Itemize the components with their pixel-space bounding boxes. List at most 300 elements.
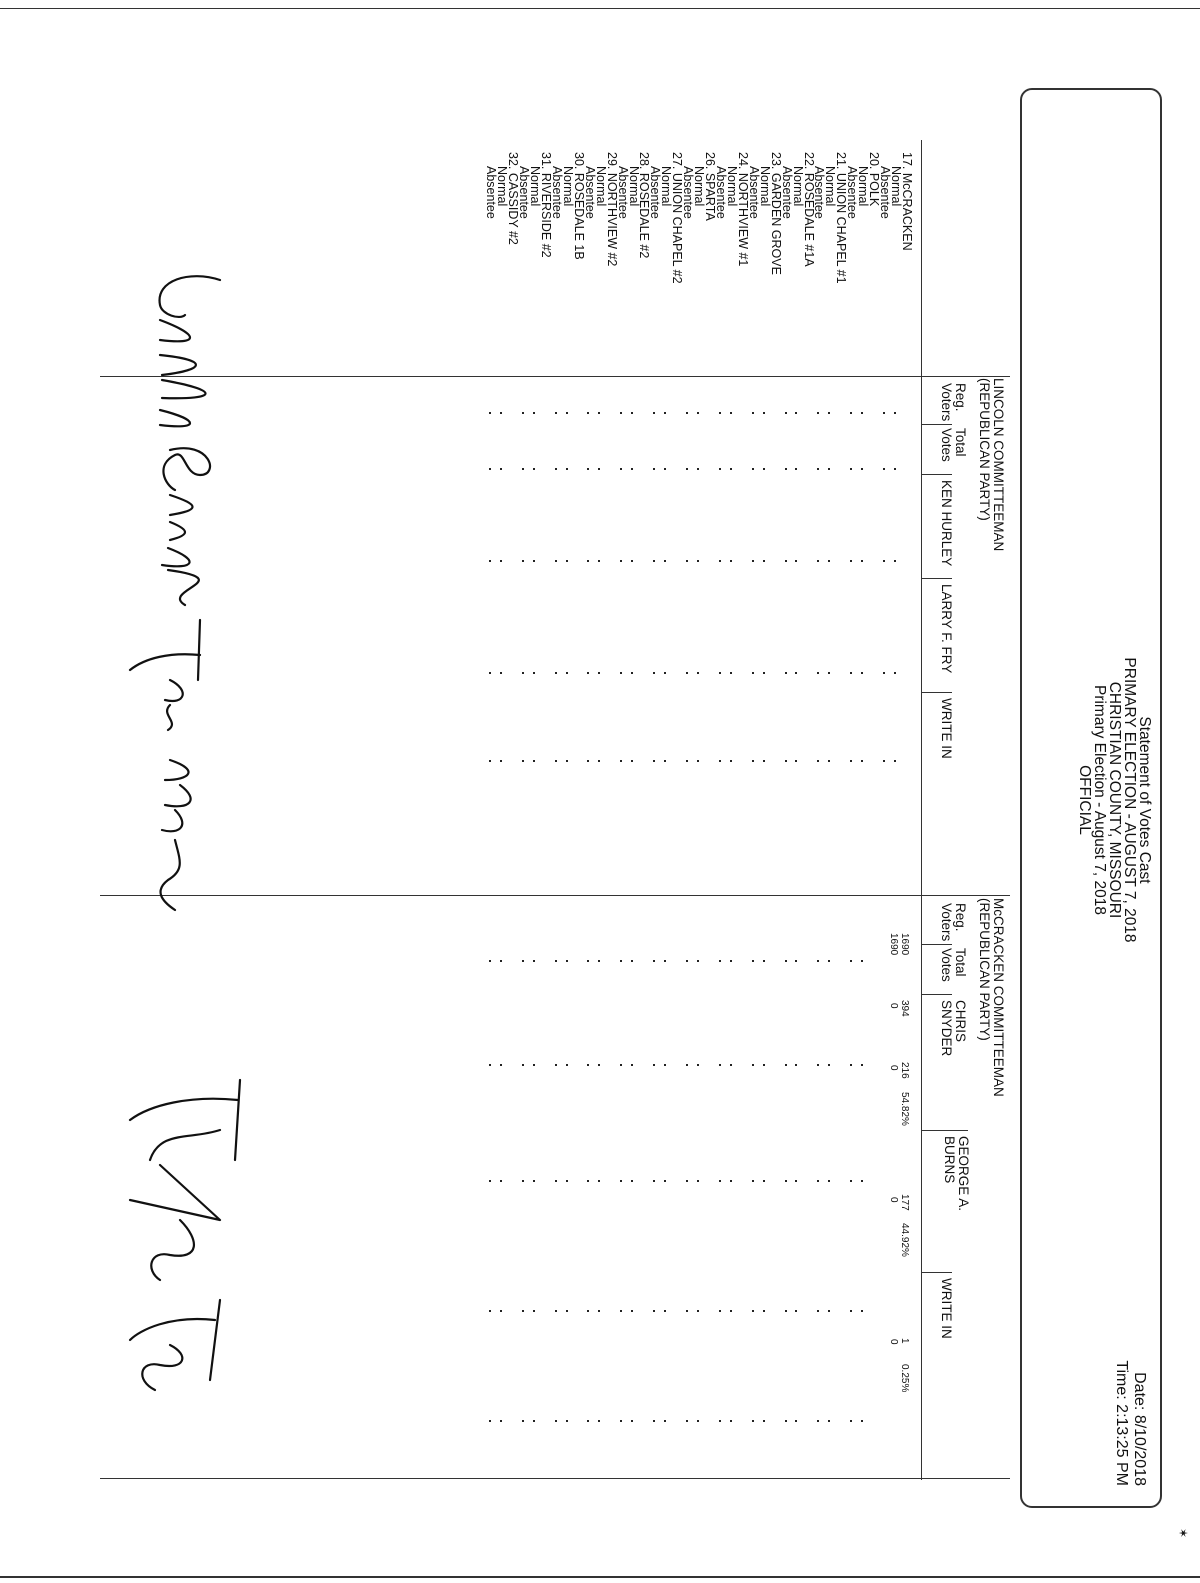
empty-value-dot [850, 1420, 852, 1422]
race-title-mccracken [977, 898, 1005, 1097]
empty-value-dot [796, 960, 798, 962]
empty-value-dot [763, 1180, 765, 1182]
precinct-subrow-label: Absentee [746, 166, 761, 219]
empty-value-dot [653, 1064, 655, 1066]
scan-mark: ✶ [1176, 1528, 1190, 1539]
precinct-name: 24. NORTHVIEW #1 [735, 152, 750, 267]
empty-value-dot [861, 1310, 863, 1312]
race-name: LINCOLN COMMITTEEMAN [991, 378, 1006, 552]
precinct-subrow-label: Normal [692, 166, 707, 207]
empty-value-dot [631, 1180, 633, 1182]
empty-value-dot [763, 760, 765, 762]
empty-value-dot [631, 760, 633, 762]
empty-value-dot [719, 672, 721, 674]
empty-value-dot [861, 1180, 863, 1182]
empty-value-dot [796, 1420, 798, 1422]
empty-value-dot [664, 1420, 666, 1422]
empty-value-dot [817, 468, 819, 470]
empty-value-dot [522, 560, 524, 562]
empty-value-dot [664, 1310, 666, 1312]
empty-value-dot [894, 468, 896, 470]
mccracken-normal-george-burns-pct: 44.92% [899, 1223, 910, 1257]
empty-value-dot [489, 672, 491, 674]
empty-value-dot [598, 1064, 600, 1066]
empty-value-dot [566, 760, 568, 762]
precinct-subrow-label: Normal [659, 166, 674, 207]
empty-value-dot [631, 960, 633, 962]
col-header-total-votes: Total Votes [939, 428, 968, 462]
empty-value-dot [587, 412, 589, 414]
empty-value-dot [752, 1064, 754, 1066]
empty-value-dot [730, 960, 732, 962]
empty-value-dot [828, 1310, 830, 1312]
header-separator [922, 944, 952, 945]
empty-value-dot [828, 412, 830, 414]
empty-value-dot [796, 760, 798, 762]
empty-value-dot [587, 960, 589, 962]
empty-value-dot [894, 412, 896, 414]
report-date-block [1112, 1360, 1148, 1486]
precinct-subrow-label: Normal [856, 166, 871, 207]
empty-value-dot [785, 760, 787, 762]
empty-value-dot [500, 672, 502, 674]
empty-value-dot [566, 1310, 568, 1312]
mccracken-normal-write-in-pct: 0.25% [899, 1364, 910, 1393]
empty-value-dot [752, 1180, 754, 1182]
empty-value-dot [828, 1180, 830, 1182]
report-header-box [1020, 88, 1162, 1508]
empty-value-dot [598, 412, 600, 414]
empty-value-dot [664, 412, 666, 414]
precinct-name: 27. UNION CHAPEL #2 [670, 152, 685, 284]
empty-value-dot [631, 1064, 633, 1066]
empty-value-dot [730, 672, 732, 674]
empty-value-dot [522, 960, 524, 962]
empty-value-dot [828, 672, 830, 674]
header-separator [922, 692, 952, 693]
empty-value-dot [566, 672, 568, 674]
empty-value-dot [861, 1420, 863, 1422]
precinct-subrow-label: Absentee [681, 166, 696, 219]
empty-value-dot [796, 1310, 798, 1312]
empty-value-dot [828, 960, 830, 962]
empty-value-dot [631, 672, 633, 674]
empty-value-dot [587, 1180, 589, 1182]
empty-value-dot [500, 1180, 502, 1182]
empty-value-dot [730, 760, 732, 762]
empty-value-dot [653, 760, 655, 762]
empty-value-dot [861, 560, 863, 562]
empty-value-dot [598, 560, 600, 562]
precinct-name: 32. CASSIDY #2 [506, 152, 521, 245]
empty-value-dot [555, 468, 557, 470]
empty-value-dot [500, 1420, 502, 1422]
header-separator [922, 424, 952, 425]
empty-value-dot [796, 1064, 798, 1066]
empty-value-dot [785, 960, 787, 962]
empty-value-dot [533, 760, 535, 762]
empty-value-dot [500, 1310, 502, 1312]
precinct-name: 23. GARDEN GROVE [768, 152, 783, 275]
empty-value-dot [719, 468, 721, 470]
empty-value-dot [719, 560, 721, 562]
empty-value-dot [796, 560, 798, 562]
empty-value-dot [664, 1064, 666, 1066]
empty-value-dot [697, 1310, 699, 1312]
precinct-subrow-label: Normal [757, 166, 772, 207]
empty-value-dot [697, 412, 699, 414]
empty-value-dot [763, 468, 765, 470]
empty-value-dot [631, 1420, 633, 1422]
precinct-subrow-label: Absentee [812, 166, 827, 219]
empty-value-dot [796, 468, 798, 470]
empty-value-dot [598, 760, 600, 762]
empty-value-dot [850, 1064, 852, 1066]
empty-value-dot [500, 560, 502, 562]
empty-value-dot [796, 672, 798, 674]
empty-value-dot [533, 960, 535, 962]
empty-value-dot [555, 960, 557, 962]
header-separator [922, 474, 952, 475]
empty-value-dot [653, 468, 655, 470]
empty-value-dot [620, 1064, 622, 1066]
empty-value-dot [719, 1064, 721, 1066]
empty-value-dot [719, 1180, 721, 1182]
empty-value-dot [566, 1064, 568, 1066]
empty-value-dot [631, 468, 633, 470]
empty-value-dot [894, 760, 896, 762]
empty-value-dot [850, 1310, 852, 1312]
empty-value-dot [489, 1420, 491, 1422]
empty-value-dot [817, 560, 819, 562]
empty-value-dot [500, 960, 502, 962]
precinct-name: 29. NORTHVIEW #2 [604, 152, 619, 267]
empty-value-dot [686, 1180, 688, 1182]
empty-value-dot [587, 1420, 589, 1422]
precinct-subrow-label: Normal [593, 166, 608, 207]
empty-value-dot [883, 760, 885, 762]
race-party: (REPUBLICAN PARTY) [977, 898, 992, 1041]
mccracken-normal-chris-snyder-pct: 54.82% [899, 1092, 910, 1126]
empty-value-dot [555, 672, 557, 674]
empty-value-dot [828, 1064, 830, 1066]
empty-value-dot [763, 672, 765, 674]
empty-value-dot [796, 412, 798, 414]
empty-value-dot [533, 560, 535, 562]
precinct-subrow-label: Absentee [648, 166, 663, 219]
header-separator [922, 1130, 968, 1131]
empty-value-dot [697, 672, 699, 674]
empty-value-dot [785, 560, 787, 562]
empty-value-dot [763, 560, 765, 562]
mccracken-normal-chris-snyder: 216 [899, 1062, 910, 1079]
empty-value-dot [522, 1420, 524, 1422]
empty-value-dot [730, 1310, 732, 1312]
precinct-subrow-label: Normal [560, 166, 575, 207]
mccracken-absentee-total-votes: 0 [888, 1003, 899, 1009]
empty-value-dot [763, 412, 765, 414]
precinct-subrow-label: Normal [823, 166, 838, 207]
empty-value-dot [566, 1420, 568, 1422]
empty-value-dot [686, 560, 688, 562]
empty-value-dot [587, 1310, 589, 1312]
precinct-name: 21. UNION CHAPEL #1 [834, 152, 849, 284]
empty-value-dot [883, 672, 885, 674]
empty-value-dot [785, 468, 787, 470]
header-separator [922, 578, 952, 579]
col-header-george-burns: GEORGE A. BURNS [942, 1136, 971, 1212]
empty-value-dot [598, 960, 600, 962]
header-underline [921, 140, 922, 1480]
empty-value-dot [533, 672, 535, 674]
empty-value-dot [555, 412, 557, 414]
report-title-line: PRIMARY ELECTION - AUGUST 7, 2018 [1121, 657, 1138, 943]
empty-value-dot [850, 760, 852, 762]
empty-value-dot [522, 468, 524, 470]
precinct-subrow-label: Absentee [878, 166, 893, 219]
empty-value-dot [555, 560, 557, 562]
empty-value-dot [719, 412, 721, 414]
empty-value-dot [686, 1310, 688, 1312]
empty-value-dot [631, 412, 633, 414]
empty-value-dot [631, 1310, 633, 1312]
empty-value-dot [686, 412, 688, 414]
empty-value-dot [785, 1420, 787, 1422]
mccracken-absentee-chris-snyder: 0 [888, 1065, 899, 1071]
empty-value-dot [555, 760, 557, 762]
report-title-line: Statement of Votes Cast [1136, 716, 1153, 884]
empty-value-dot [686, 960, 688, 962]
precinct-subrow-label: Normal [495, 166, 510, 207]
empty-value-dot [620, 412, 622, 414]
empty-value-dot [566, 412, 568, 414]
empty-value-dot [555, 1064, 557, 1066]
empty-value-dot [500, 1064, 502, 1066]
empty-value-dot [697, 1064, 699, 1066]
empty-value-dot [489, 1310, 491, 1312]
empty-value-dot [664, 560, 666, 562]
empty-value-dot [489, 468, 491, 470]
empty-value-dot [719, 960, 721, 962]
empty-value-dot [598, 1420, 600, 1422]
precinct-name: 26. SPARTA [703, 152, 718, 221]
empty-value-dot [697, 560, 699, 562]
empty-value-dot [664, 468, 666, 470]
empty-value-dot [828, 468, 830, 470]
empty-value-dot [730, 1064, 732, 1066]
empty-value-dot [752, 1310, 754, 1312]
race-party: (REPUBLICAN PARTY) [977, 378, 992, 521]
empty-value-dot [850, 1180, 852, 1182]
col-header-write-in: WRITE IN [939, 1278, 954, 1339]
empty-value-dot [828, 1420, 830, 1422]
empty-value-dot [566, 468, 568, 470]
empty-value-dot [850, 468, 852, 470]
col-header-reg-voters: Reg. Voters [939, 903, 968, 942]
empty-value-dot [522, 1064, 524, 1066]
col-header-reg-voters: Reg. Voters [939, 383, 968, 422]
empty-value-dot [489, 412, 491, 414]
report-title-line: Primary Election - August 7, 2018 [1091, 684, 1108, 916]
precinct-subrow-label: Absentee [779, 166, 794, 219]
empty-value-dot [500, 412, 502, 414]
empty-value-dot [763, 1064, 765, 1066]
empty-value-dot [653, 1420, 655, 1422]
empty-value-dot [489, 1064, 491, 1066]
empty-value-dot [566, 1180, 568, 1182]
empty-value-dot [522, 672, 524, 674]
empty-value-dot [730, 1180, 732, 1182]
report-time: Time: 2:13:25 PM [1113, 1360, 1130, 1486]
precinct-subrow-label: Absentee [615, 166, 630, 219]
empty-value-dot [752, 412, 754, 414]
header-separator [922, 994, 952, 995]
empty-value-dot [730, 1420, 732, 1422]
empty-value-dot [620, 672, 622, 674]
empty-value-dot [664, 760, 666, 762]
empty-value-dot [752, 1420, 754, 1422]
empty-value-dot [796, 1180, 798, 1182]
precinct-name: 31. RIVERSIDE #2 [539, 152, 554, 258]
empty-value-dot [598, 672, 600, 674]
empty-value-dot [697, 760, 699, 762]
empty-value-dot [894, 560, 896, 562]
empty-value-dot [752, 560, 754, 562]
empty-value-dot [620, 960, 622, 962]
empty-value-dot [850, 960, 852, 962]
empty-value-dot [850, 560, 852, 562]
precinct-subrow-label: Absentee [845, 166, 860, 219]
empty-value-dot [828, 560, 830, 562]
empty-value-dot [686, 760, 688, 762]
empty-value-dot [697, 960, 699, 962]
mccracken-normal-write-in: 1 [899, 1338, 910, 1344]
empty-value-dot [653, 412, 655, 414]
precinct-subrow-label: Normal [790, 166, 805, 207]
empty-value-dot [489, 1180, 491, 1182]
section-divider-end [100, 1478, 1010, 1479]
mccracken-normal-total-votes: 394 [899, 1000, 910, 1017]
empty-value-dot [631, 560, 633, 562]
empty-value-dot [785, 672, 787, 674]
empty-value-dot [817, 412, 819, 414]
empty-value-dot [653, 672, 655, 674]
empty-value-dot [883, 412, 885, 414]
empty-value-dot [686, 1420, 688, 1422]
empty-value-dot [752, 672, 754, 674]
empty-value-dot [752, 960, 754, 962]
precinct-subrow-label: Absentee [517, 166, 532, 219]
empty-value-dot [817, 1064, 819, 1066]
report-title-block [1077, 560, 1152, 1040]
empty-value-dot [587, 468, 589, 470]
mccracken-normal-george-burns: 177 [899, 1194, 910, 1211]
official-signatures [100, 260, 280, 1400]
empty-value-dot [785, 1064, 787, 1066]
empty-value-dot [598, 1180, 600, 1182]
empty-value-dot [730, 560, 732, 562]
empty-value-dot [555, 1180, 557, 1182]
empty-value-dot [817, 1420, 819, 1422]
empty-value-dot [861, 760, 863, 762]
col-header-write-in: WRITE IN [939, 698, 954, 759]
empty-value-dot [861, 1064, 863, 1066]
mccracken-normal-reg-voters: 1690 [899, 933, 910, 956]
col-header-chris-snyder: CHRIS SNYDER [939, 1000, 968, 1057]
report-title-line: CHRISTIAN COUNTY, MISSOURI [1106, 681, 1123, 919]
empty-value-dot [620, 1180, 622, 1182]
empty-value-dot [686, 672, 688, 674]
col-header-total-votes: Total Votes [939, 948, 968, 982]
empty-value-dot [522, 1180, 524, 1182]
col-header-ken-hurley: KEN HURLEY [939, 480, 954, 567]
empty-value-dot [587, 1064, 589, 1066]
empty-value-dot [522, 760, 524, 762]
precinct-name: 30. ROSEDALE 1B [571, 152, 586, 260]
empty-value-dot [587, 560, 589, 562]
precinct-subrow-label: Absentee [714, 166, 729, 219]
empty-value-dot [598, 468, 600, 470]
precinct-name: 28. ROSEDALE #2 [637, 152, 652, 259]
precinct-subrow-label: Absentee [484, 166, 499, 219]
race-name: McCRACKEN COMMITTEEMAN [991, 898, 1006, 1097]
precinct-name: 17. McCRACKEN [900, 152, 914, 251]
race-title-lincoln [977, 378, 1005, 551]
empty-value-dot [620, 760, 622, 762]
empty-value-dot [730, 468, 732, 470]
mccracken-absentee-george-burns: 0 [888, 1197, 899, 1203]
empty-value-dot [817, 1180, 819, 1182]
empty-value-dot [533, 412, 535, 414]
empty-value-dot [828, 760, 830, 762]
empty-value-dot [763, 1420, 765, 1422]
empty-value-dot [533, 1310, 535, 1312]
precinct-list [485, 152, 912, 284]
header-separator [922, 1272, 952, 1273]
empty-value-dot [817, 1310, 819, 1312]
empty-value-dot [522, 1310, 524, 1312]
empty-value-dot [620, 1420, 622, 1422]
empty-value-dot [620, 468, 622, 470]
empty-value-dot [500, 468, 502, 470]
empty-value-dot [861, 672, 863, 674]
col-header-larry-fry: LARRY F. FRY [939, 584, 954, 674]
empty-value-dot [697, 468, 699, 470]
precinct-name: 22. ROSEDALE #1A [801, 152, 816, 267]
empty-value-dot [664, 1180, 666, 1182]
precinct-subrow-label: Normal [626, 166, 641, 207]
empty-value-dot [850, 412, 852, 414]
empty-value-dot [653, 960, 655, 962]
empty-value-dot [763, 960, 765, 962]
precinct-name: 20. POLK [867, 152, 882, 207]
empty-value-dot [785, 1310, 787, 1312]
empty-value-dot [730, 412, 732, 414]
precinct-subrow-label: Normal [889, 166, 904, 207]
empty-value-dot [533, 468, 535, 470]
empty-value-dot [861, 468, 863, 470]
empty-value-dot [598, 1310, 600, 1312]
empty-value-dot [587, 672, 589, 674]
empty-value-dot [861, 960, 863, 962]
empty-value-dot [861, 412, 863, 414]
empty-value-dot [752, 468, 754, 470]
mccracken-absentee-reg-voters: 1690 [888, 933, 899, 956]
empty-value-dot [653, 1180, 655, 1182]
precinct-subrow-label: Absentee [550, 166, 564, 219]
empty-value-dot [664, 960, 666, 962]
empty-value-dot [817, 960, 819, 962]
